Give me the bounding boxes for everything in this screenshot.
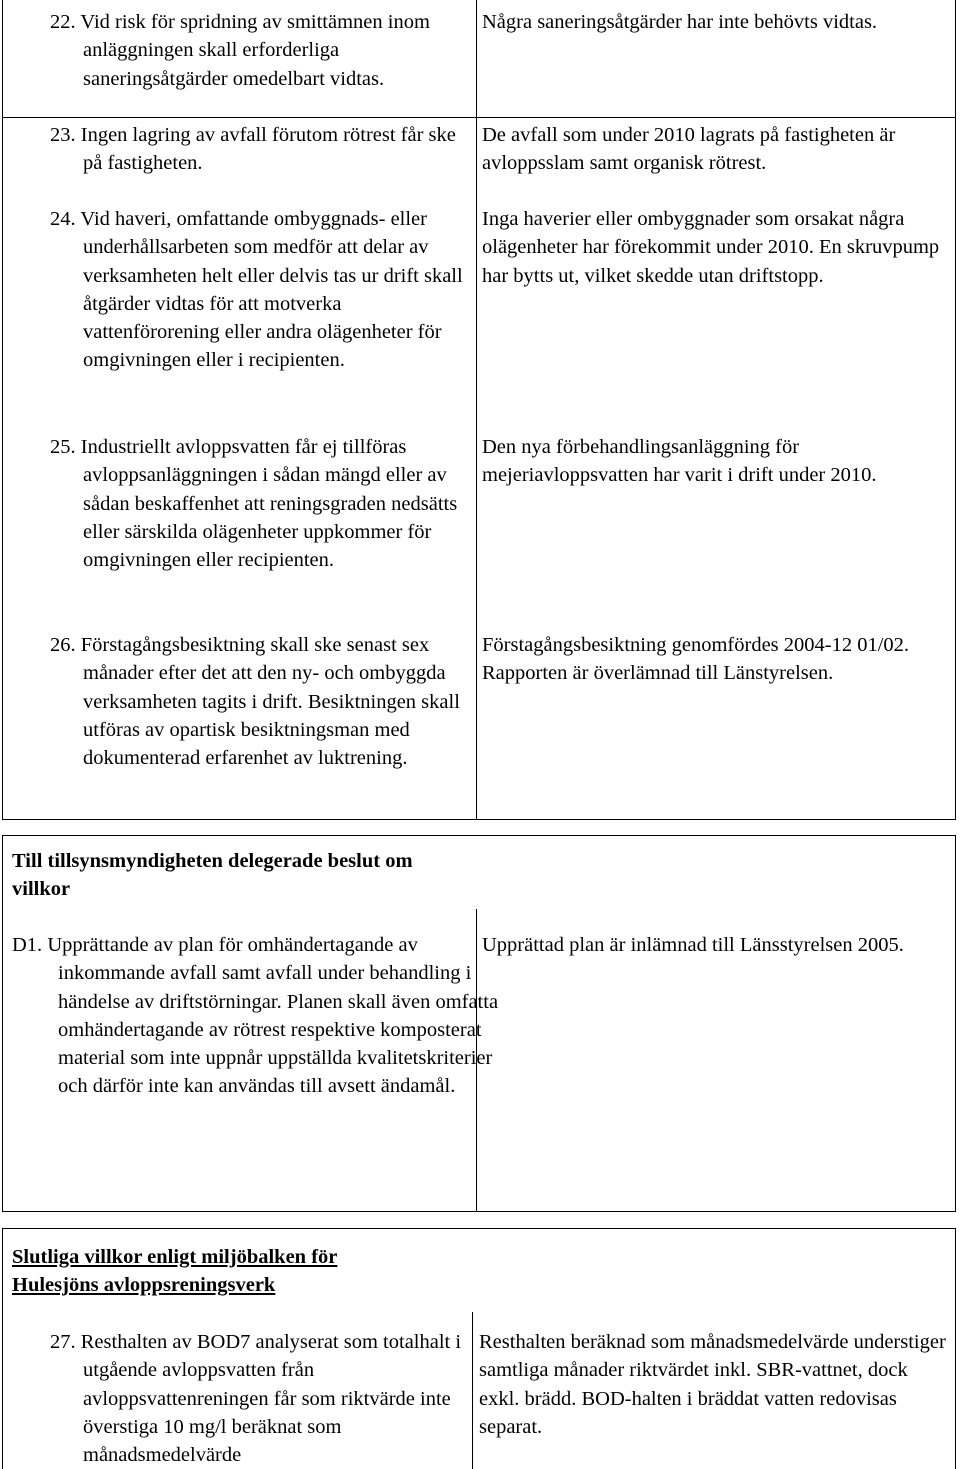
condition-number: 27. — [50, 1331, 76, 1353]
conditions-table-1 — [2, 0, 956, 820]
condition-text: Vid risk för spridning av smittämnen inom anläggningen skall erforderliga saneringsåtgärder omedelbart vidtas. — [80, 11, 430, 90]
condition-text: Vid haveri, omfattande ombyggnads- eller underhållsarbeten som medför att delar av verksamheten helt eller delvis tas ur drift skall åtgärder vidtas för att motverka vattenförorening eller andra olägenheter för omgivningen eller i recipienten. — [80, 208, 463, 372]
final-conditions-table — [2, 1228, 956, 1469]
response-d1: Upprättad plan är inlämnad till Länsstyrelsen 2005. — [482, 934, 904, 956]
condition-text: Ingen lagring av avfall förutom rötrest får ske på fastigheten. — [80, 124, 456, 175]
condition-text: Upprättande av plan för omhändertagande av inkommande avfall samt avfall under behandling i händelse av driftstörningar. Planen skall även omfatta omhändertagande av rötrest respektive komposterat material som inte uppnår uppställda kvalitetskriterier och därför inte kan användas till avsett ändamål. — [47, 934, 499, 1098]
condition-text: Industriellt avloppsvatten får ej tillföras avloppsanläggningen i sådan mängd eller av sådan beskaffenhet att reningsgraden nedsätts eller särskilda olägenheter uppkommer för omgivningen eller recipienten. — [80, 436, 458, 572]
condition-number: 23. — [50, 124, 76, 146]
response-26: Förstagångsbesiktning genomfördes 2004-12 01/02. Rapporten är överlämnad till Länstyrelsen. — [482, 634, 910, 685]
response-27: Resthalten beräknad som månadsmedelvärde understiger samtliga månader riktvärdet inkl. SBR-vattnet, dock exkl. brädd. BOD-halten i bräddat vatten redovisas separat. — [479, 1331, 946, 1438]
condition-24 — [50, 205, 468, 375]
condition-22 — [50, 8, 468, 93]
response-22: Några saneringsåtgärder har inte behövts vidtas. — [482, 11, 878, 33]
condition-number: 26. — [50, 634, 76, 656]
condition-number: 25. — [50, 436, 76, 458]
condition-27 — [50, 1328, 501, 1469]
row-divider — [3, 117, 955, 118]
response-25: Den nya förbehandlingsanläggning för mejeriavloppsvatten har varit i drift under 2010. — [482, 436, 877, 487]
response-24: Inga haverier eller ombyggnader som orsakat några olägenheter har förekommit under 2010. En skruvpump har bytts ut, vilket skedde utan driftstopp. — [482, 208, 940, 287]
delegated-decisions-table — [2, 835, 956, 1212]
condition-number: 24. — [50, 208, 76, 230]
column-divider — [476, 0, 477, 819]
condition-25 — [50, 433, 468, 574]
condition-text: Förstagångsbesiktning skall ske senast sex månader efter det att den ny- och ombyggda verksamheten tagits i drift. Besiktningen skall utföras av opartisk besiktningsman med dokumenterad erfarenhet av luktrening. — [80, 634, 460, 770]
condition-d1 — [12, 931, 506, 1101]
condition-23 — [50, 121, 468, 178]
section-heading: Slutliga villkor enligt miljöbalken för Hulesjöns avloppsreningsverk — [12, 1246, 338, 1297]
condition-text: Resthalten av BOD7 analyserat som totalhalt i utgående avloppsvatten från avloppsvattenreningen får som riktvärde inte överstiga 10 mg/l beräknat som månadsmedelvärde — [80, 1331, 462, 1467]
condition-number: 22. — [50, 11, 76, 33]
condition-number: D1. — [12, 934, 43, 956]
section-heading: Till tillsynsmyndigheten delegerade beslut om villkor — [12, 850, 413, 901]
condition-26 — [50, 631, 468, 772]
response-23: De avfall som under 2010 lagrats på fastigheten är avloppsslam samt organisk rötrest. — [482, 124, 896, 175]
